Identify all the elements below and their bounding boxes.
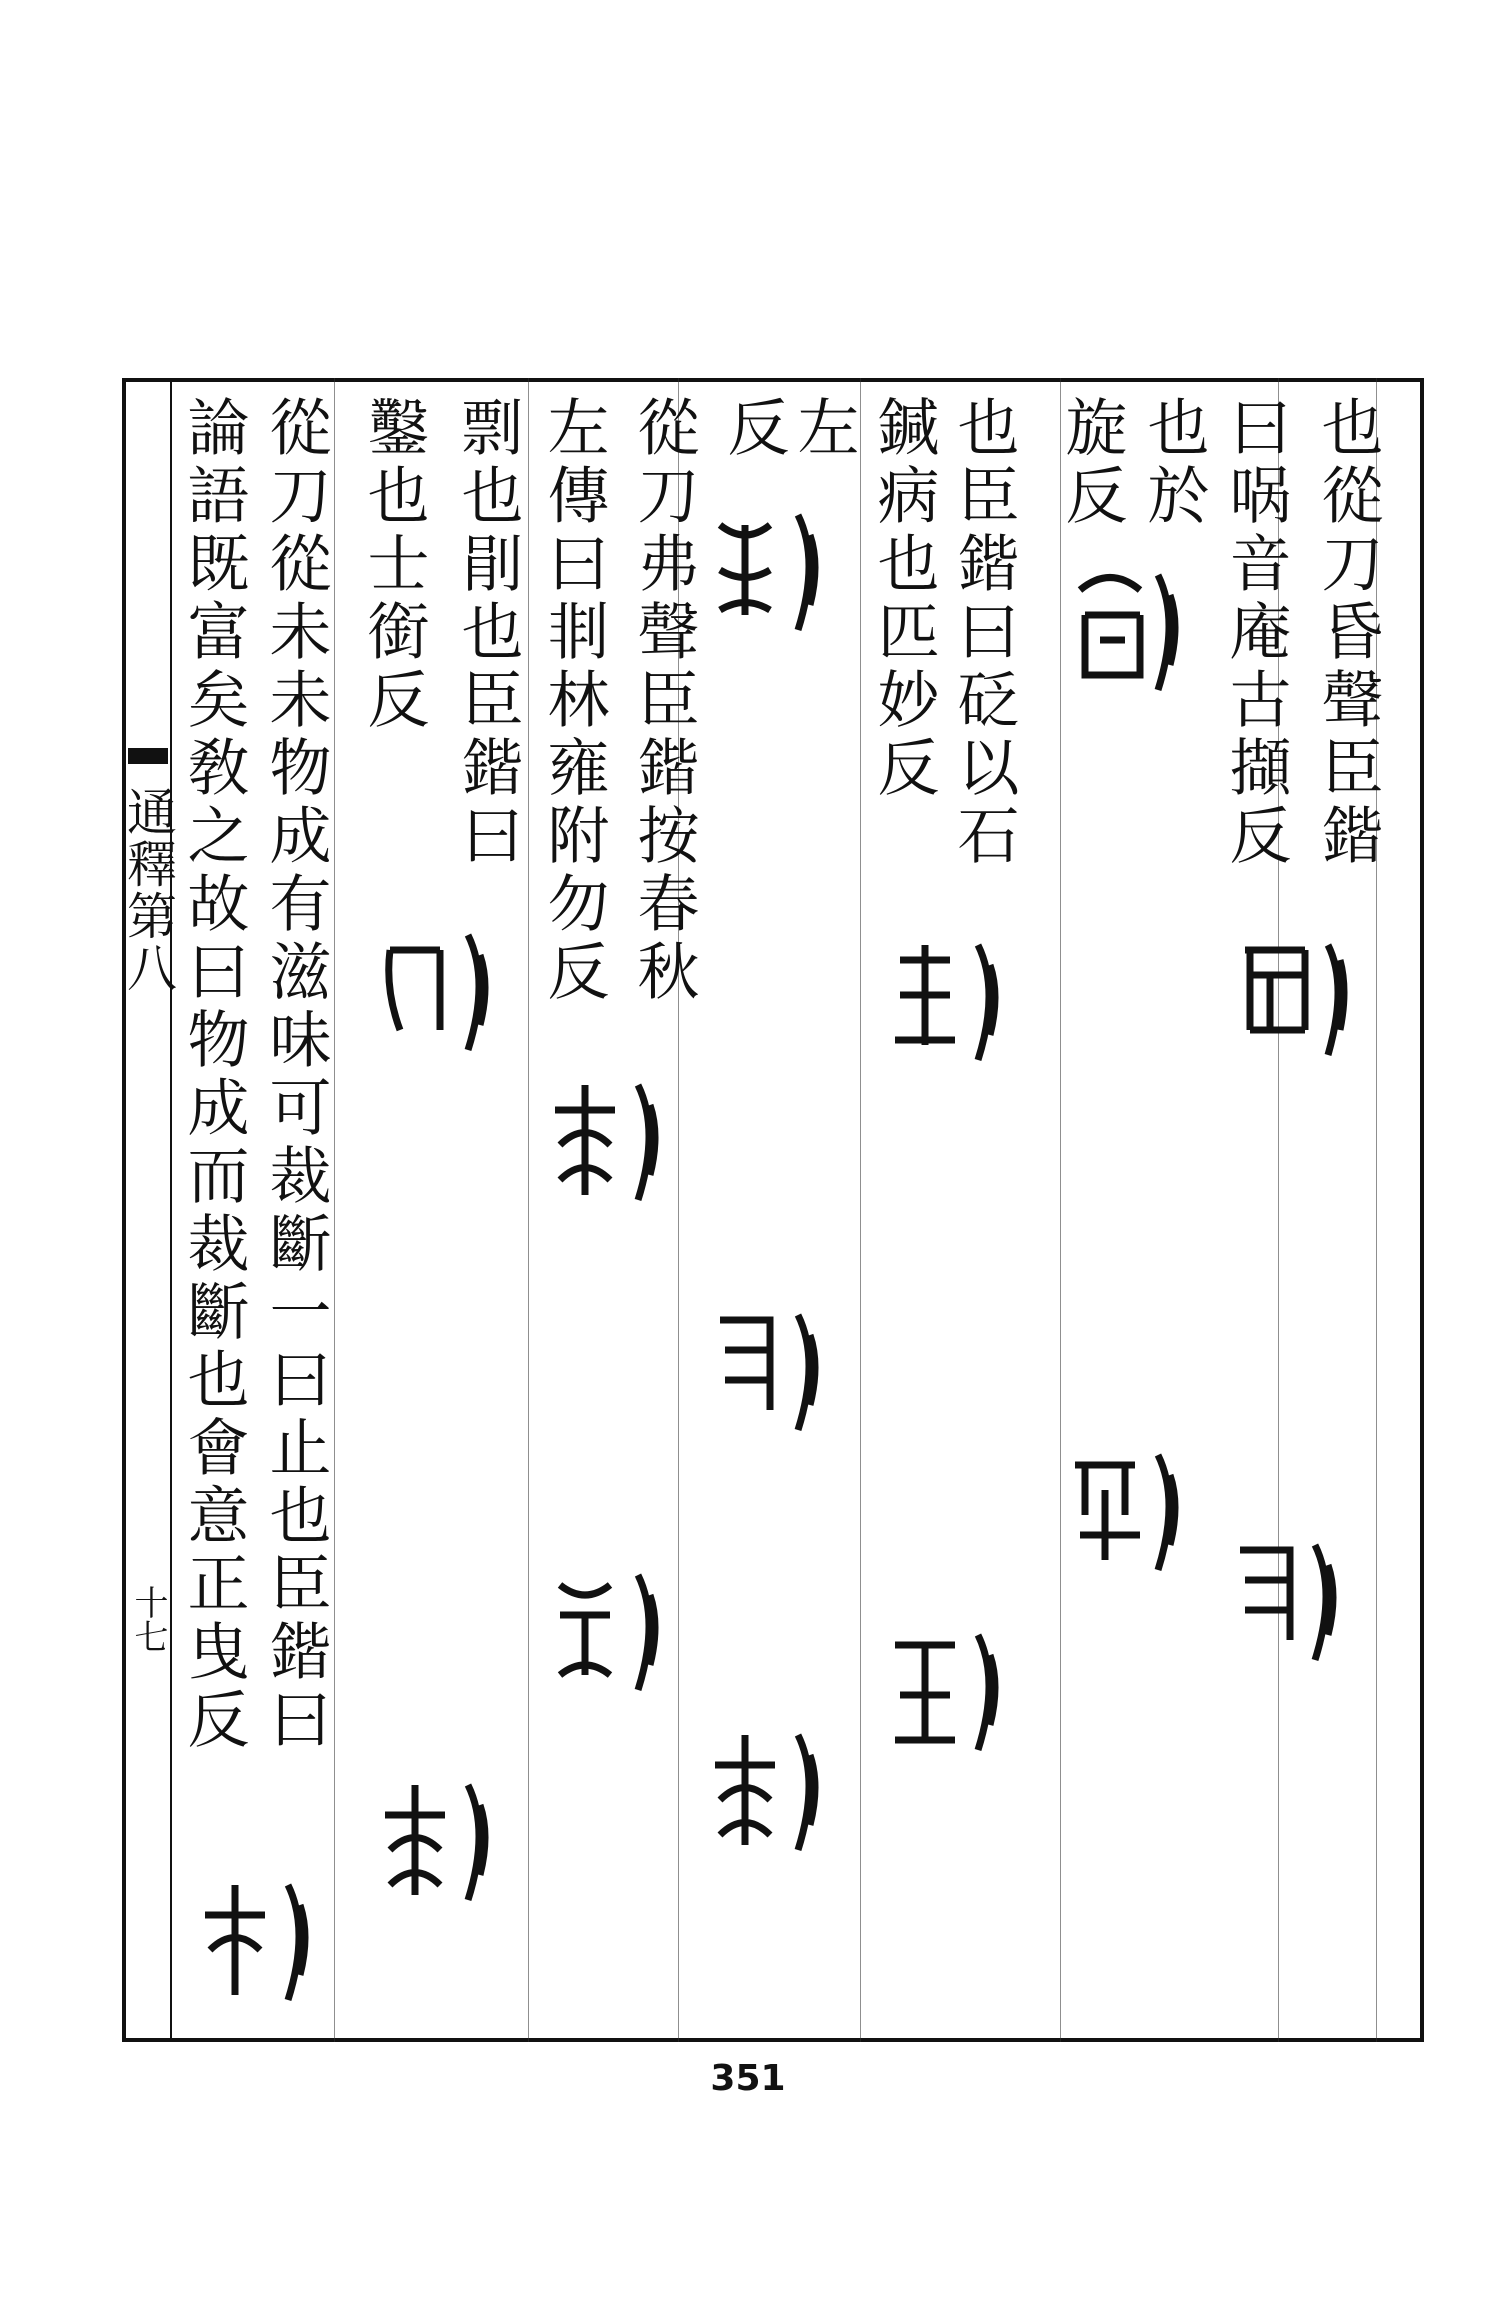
seal-glyph	[880, 930, 1010, 1070]
center-margin	[122, 378, 172, 2042]
text-column: 曰㖞音庵古擷反	[1219, 395, 1292, 871]
column-rule	[528, 378, 529, 2042]
column-rule	[860, 378, 861, 2042]
text-column: 論語既富矣敎之故曰物成而裁斷也會意正曳反	[177, 395, 250, 1755]
seal-glyph	[700, 500, 830, 640]
text-column: 反	[717, 395, 790, 463]
seal-glyph	[1220, 1530, 1350, 1670]
seal-glyph	[700, 1720, 830, 1860]
text-column: 剽也剈也臣鍇曰	[451, 395, 524, 871]
text-column: 左	[787, 395, 860, 463]
seal-glyph	[540, 1070, 670, 1210]
text-column: 從刀從未未物成有滋味可裁斷一曰止也臣鍇曰	[259, 395, 332, 1755]
seal-glyph	[1230, 930, 1360, 1070]
text-column: 也臣鍇曰砭以石	[947, 395, 1020, 871]
text-column: 鍼病也匹妙反	[867, 395, 940, 803]
text-column: 左傳曰剕林雍附勿反	[537, 395, 610, 1007]
text-column: 從刀弗聲臣鍇按春秋	[627, 395, 700, 1007]
leaf-number: 十七	[128, 1585, 168, 1653]
text-column: 也從刀昏聲臣鍇	[1311, 395, 1384, 871]
seal-glyph	[370, 920, 500, 1060]
text-column: 也於	[1137, 395, 1210, 531]
text-column: 鑿也士銜反	[357, 395, 430, 735]
seal-glyph	[540, 1560, 670, 1700]
seal-glyph	[370, 1770, 500, 1910]
seal-glyph	[190, 1870, 320, 2010]
fish-tail-mark	[128, 748, 168, 764]
center-margin-title: 通釋第八	[119, 786, 177, 994]
seal-glyph	[1060, 1440, 1190, 1580]
seal-glyph	[880, 1620, 1010, 1760]
seal-glyph	[1060, 560, 1190, 700]
seal-glyph	[700, 1300, 830, 1440]
text-column: 旋反	[1055, 395, 1128, 531]
page-number: 351	[710, 2058, 786, 2099]
column-rule	[334, 378, 335, 2042]
